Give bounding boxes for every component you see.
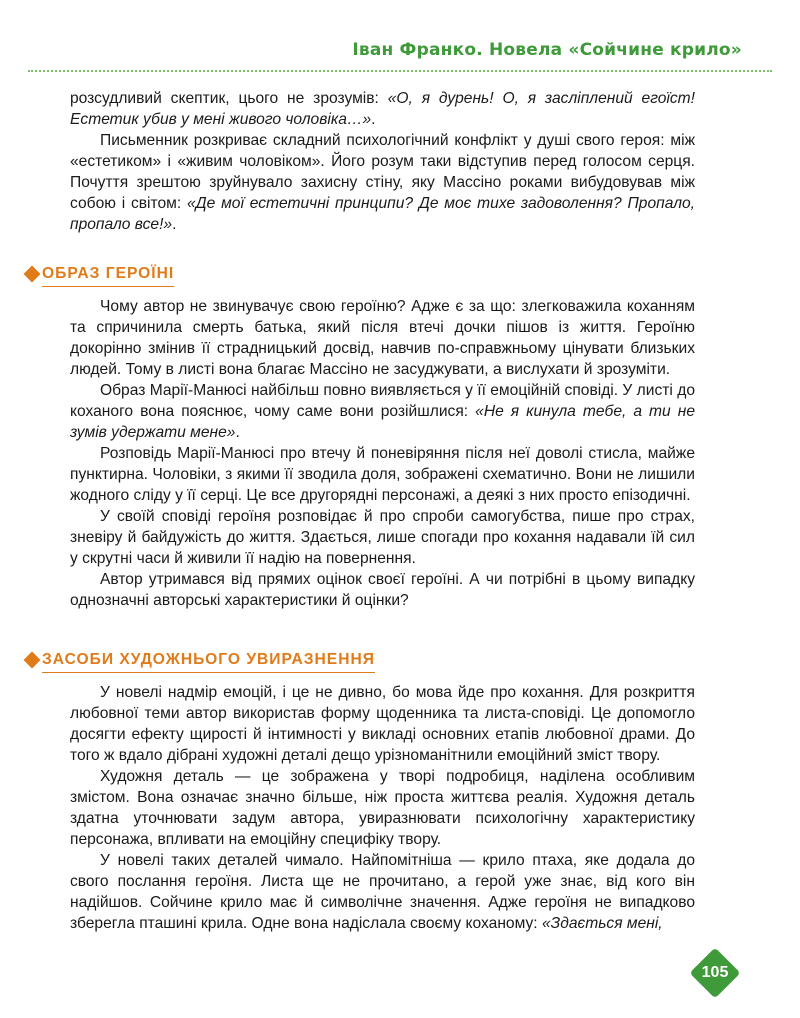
running-header-title: Іван Франко. Новела «Сойчине крило»	[352, 40, 742, 60]
intro-paragraph-2: Письменник розкриває складний психологічний конфлікт у душі свого героя: між «естетиком» і «живим чоловіком». Його розум таки відступив перед голосом серця. Почуття зрештою зруйнувало захисну стіну, яку Массіно роками вибудовував між собою і світом: «Де мої естетичні принципи? Де моє тихе задоволення? Пропало, пропало все!».	[70, 132, 695, 233]
section-title: ЗАСОБИ ХУДОЖНЬОГО УВИРАЗНЕННЯ	[42, 649, 375, 673]
paragraph: У новелі таких деталей чимало. Найпомітніша — крило птаха, яке додала до свого послання героїня. Листа ще не прочитано, а герой уже знає, від кого він надійшов. Сойчине крило має й символічне значення. Адже героїня не випадково зберегла пташині крила. Одне вона надіслала своєму коханому: «Здається мені,	[70, 852, 695, 932]
paragraph: Чому автор не звинувачує свою героїню? Адже є за що: злегковажила коханням та спричинила смерть батька, який після втечі дочки пішов із життя. Героїню докорінно змінив її страдницький досвід, навчив по-справжньому цінувати близьких людей. Тому в листі вона благає Массіно не засуджувати, а вислухати й зрозуміти.	[70, 298, 695, 378]
diamond-bullet-icon	[24, 652, 41, 669]
section-heading-heroine	[42, 263, 695, 285]
page-number-badge	[690, 948, 740, 998]
section-title: ОБРАЗ ГЕРОЇНІ	[42, 263, 174, 287]
paragraph: У новелі надмір емоцій, і це не дивно, бо мова йде про кохання. Для розкриття любовної теми автор використав форму щоденника та листа-сповіді. Це допомогло досягти ефекту щирості й інтимності у викладі основних етапів любовної драми. До того ж вдало дібрані художні деталі дещо урізноманітнили емоційний зміст твору.	[70, 684, 695, 764]
page-content	[42, 88, 695, 934]
paragraph: Автор утримався від прямих оцінок своєї героїні. А чи потрібні в цьому випадку однозначні авторські характеристики й оцінки?	[70, 571, 695, 609]
paragraph: Розповідь Марії-Манюсі про втечу й поневіряння після неї доволі стисла, майже пунктирна. Чоловіки, з якими її зводила доля, зображені схематично. Вони не лишили жодного сліду у її серці. Це все другорядні персонажі, а деякі з них просто епізодичні.	[70, 445, 695, 504]
paragraph: Образ Марії-Манюсі найбільш повно виявляється у її емоційній сповіді. У листі до коханого вона пояснює, чому саме вони розійшлися: «Не я кинула тебе, а ти не зумів удержати мене».	[70, 382, 695, 441]
paragraph: У своїй сповіді героїня розповідає й про спроби самогубства, пише про страх, зневіру й байдужість до життя. Здається, лише спогади про кохання надавали їй сил у скрутні часи й живили її надію на повернення.	[70, 508, 695, 567]
header-dotted-rule	[28, 70, 772, 72]
paragraph: Художня деталь — це зображена у творі подробиця, наділена особливим змістом. Вона означає значно більше, ніж проста життєва реалія. Художня деталь здатна уточнювати задум автора, увиразнювати психологічну характеристику персонажа, впливати на емоційну специфіку твору.	[70, 768, 695, 848]
section-heading-artistic-means	[42, 649, 695, 671]
page-number: 105	[701, 964, 729, 981]
intro-paragraph-1: розсудливий скептик, цього не зрозумів: «О, я дурень! О, я засліплений егоїст! Естетик убив у мені живого чоловіка…».	[70, 90, 695, 128]
diamond-bullet-icon	[24, 266, 41, 283]
